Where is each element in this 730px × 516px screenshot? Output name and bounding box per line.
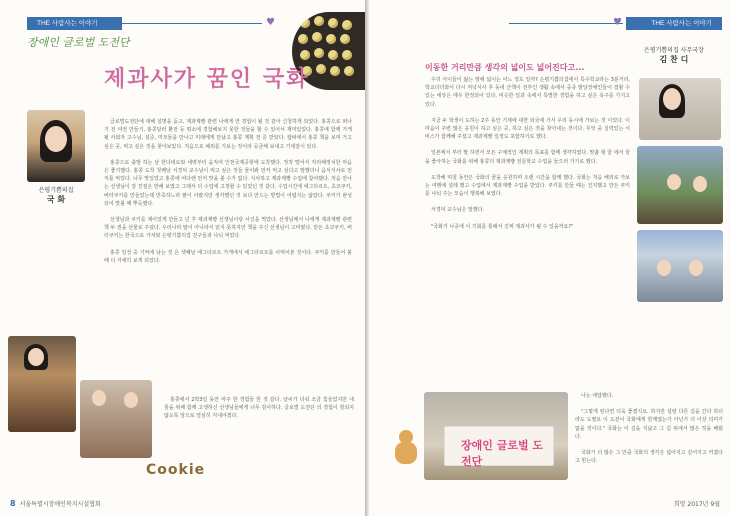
article-body: 글로벌도전단에 대해 설명을 듣고, 제과제빵 관련 나에게 연 경험이 될 것 같아 신청하게 되었다. 홍콩으로 떠나기 전 여권 만들기, 홍콩달러 환전 등 평소에 경험해보지 못한 것들을 할 수 있어서 재미있었다. 홍콩에 함께 가게 될 사회자 고수님, 설준, 미모들을 만나고 미래에게 만났고 홍콩 계획 전 준 받았다. 캠퍼에서 홍콩 책을 보며 가고 싶은 곳, 먹고 싶은 것을 찾아보았다. 처음으로 해외를 가보는 것이라 공금해 보내고 기대감이 있다. 홍콩으로 출발 하는 날 한다데로와 새벽부터 움직여 인천국제공항에 도착했다. 정작 떨어서 처리해정치한 마음은 좋기했다. 홍콩 도착 첫째날 서경덕 교수님이 먹고 싶은 것들 물어봐 먼저 먹고 싶다고 말했더니 음식식사로 먼저를 먹었다. 너무 맛있었고 홍콩에 여다랜 먼저 맛을 볼 수가 없다. 식사하고 제과제빵 수업에 참여했다. 처음 만나는 선생님이 잘 친절은 반해 보였고 그래서 더 수업에 고정할 수 있었던 것 같다. 수업시간에 에그타르트, 초코쿠키, 버터쿠키를 만들었는데 반죽하느라 팔이 아팠지만 생각했던 것 보다 만드는 방법이 어렵지는 않았다. 쿠키가 완성되어 맛볼 때 뿌듯했다. 선생님과 쿠키를 제이었게 만들고 넌 후 제과제빵 선생님이랑 사진을 찍었다. 선생님께서 나에게 제과제빵 관련 책 두 권을 선물로 주셨다. 우리나라 말이 아니라서 읽지 못하지만 책을 주신 선생님이 고마웠다. 만든 초코쿠키, 버터쿠키는 한국으로 가져와 은평기쁨의집 친구들과 나눠 먹었다. 홍콩 일정 중 기억에 남는 것 은 셋째날 에그타르트 가게에서 에그타르트를 사먹어본 것이다. 쿠키를 만들어 볼 때 더 자세히 보게 되었다. (104, 119, 352, 264)
article-body-end: 홍콩에서 2박3일 동안 마주 한 경험들 한 것 같다. 날씨가 더워 조금 힘들었지만 내 꿈을 위해 함께 고생하신 선생님들에게 너무 감사하다. 글로벌 도전단 의 경험이 헛되지 않도록 앞으로 열심히 지내야겠다. (164, 397, 354, 420)
section-tag: THE 사람사는 이야기 (626, 17, 722, 30)
heart-icon: ♥ (266, 17, 275, 28)
right-page (369, 0, 730, 516)
group-photo (424, 392, 568, 480)
article-body: 우리 아이들이 앓는 땅에 넓이는 어느 정도 일까? 은평기쁨의집에서 특수학교라는 3분거리, 학교다녀와서 다시 저녁식사 후 동네 산책이 전부인 생활 속에서 중증 발달장애인들이 접할 수 있는 세상은 매우 한정되어 있다. 비슷한 일과 속에서 특별한 경험을 하고 싶은 욕구를 가지고 있다. 지금 두 학생이 도하는 2주 동안 기계에 대한 외국에 가서 우리 동시에 가보는 것 이었다. 이 마음이 주변 많은 응원이 하고 싶은 곳, 하고 싶은 것을 찾아내는 것이다. 무엇 중 실력있는 서비스가 함께해 주셨고 제과제빵 일정도 포함하기로 했다. 일본에서 부터 발 하면서 모든 구체적인 계획의 목표를 함께 생각하였다. 맞춤 형 꿈 에서 꿈을 좋아하는 국화를 위해 홍콩의 제과제빵 전문학교 수업을 들으러 가기로 했다. 도착해 며칠 동안은 국화의 꿈을 응원하며 오랜 시간을 함께 했다. 국화는 처음 해외로 가보는 여행에 설레 했고 수업에서 제과제빵 수업을 받았다. 쿠키를 만들 때는 진지했고 만든 쿠키를 나눠 주는 모습이 행복해 보였다. 서경덕 교수님은 말했다. "국화가 나중에 이 기회를 통해서 진짜 제과사가 될 수 있을까요?" (425, 77, 630, 230)
trip-photo-harbor (637, 230, 723, 302)
series-title: 장애인 글로벌 도전단 (27, 36, 130, 49)
section-tag: THE 사람사는 이야기 (27, 17, 122, 30)
cookie-decor-text: Cookie (146, 462, 206, 478)
author-photo (639, 78, 721, 140)
portrait-photo (27, 110, 85, 182)
baking-photo (8, 336, 76, 432)
page-footer: 희망 2017년 9월 (673, 501, 720, 508)
page-title: 제과사가 꿈인 국화 (104, 66, 310, 92)
teacher-student-photo (80, 380, 152, 458)
author-caption: 은평기쁨의집 사무국장 김 찬 디 (644, 47, 704, 64)
article-body-end: 나는 대답했다. "그렇게 된다면 더욱 좋겠지요. 하지만 설령 다른 길을 간다 하더라도 도필요 이 도전이 국화에게 한계였는가 아닌가 더 이상 의미가 없을 것이다." 국화는 이 길을 지났고 그 길 위에서 많은 것을 배웠다. 국화가 더 많은 그 만큼 국화의 생각은 넓어지고 깊어지고 커졌다고 믿는다. (575, 393, 723, 465)
tag-rule (122, 23, 262, 24)
portrait-caption: 은평기쁨의집 국 화 (38, 187, 74, 204)
gingerbread-icon (391, 430, 421, 470)
tag-rule (509, 23, 623, 24)
heart-icon: ♥ (613, 17, 622, 28)
trip-photo-outdoor (637, 146, 723, 224)
group-banner: 장애인 글로벌 도전단 (444, 426, 554, 466)
page-footer: 8 서울특별시장애인복지시설협회 (10, 499, 101, 508)
article-headline: 이동한 거리만큼 생각의 넓이도 넓어진다고... (425, 63, 585, 72)
